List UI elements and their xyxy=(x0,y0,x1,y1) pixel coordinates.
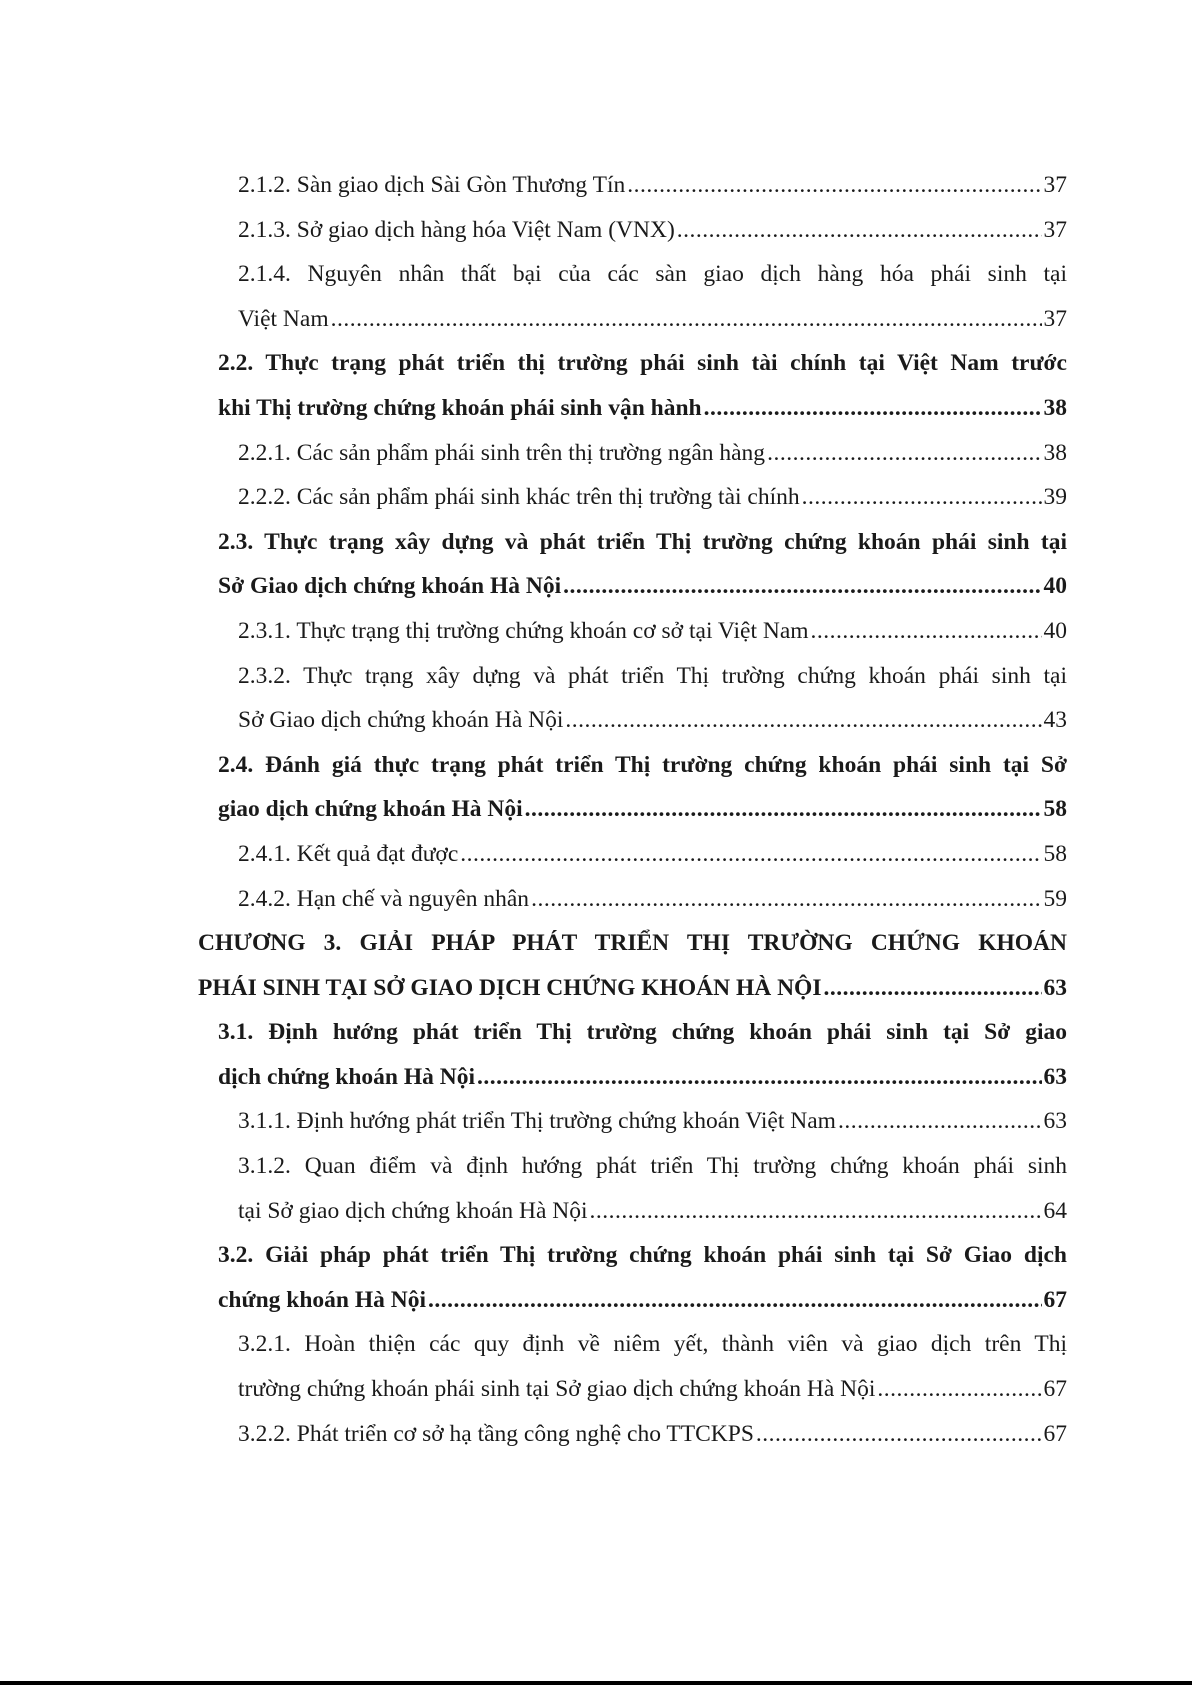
toc-entry[interactable] xyxy=(218,1233,1067,1322)
toc-entry[interactable] xyxy=(238,431,1067,476)
toc-page-number: 39 xyxy=(1043,484,1067,511)
toc-entry[interactable] xyxy=(238,654,1067,743)
dot-leader xyxy=(563,564,1041,609)
toc-entry-title: 3.2.2. Phát triển cơ sở hạ tầng công nghệ cho TTCKPS xyxy=(238,1420,754,1447)
toc-entry-text-line: 2.1.4. Nguyên nhân thất bại của các sàn giao dịch hàng hóa phái sinh tại xyxy=(238,261,1067,288)
toc-page-number: 40 xyxy=(1043,573,1067,600)
toc-entry-title: 2.2.1. Các sản phẩm phái sinh trên thị trường ngân hàng xyxy=(238,439,766,466)
toc-entry[interactable] xyxy=(238,1099,1067,1144)
toc-entry-title: Sở Giao dịch chứng khoán Hà Nội xyxy=(218,573,562,600)
toc-entry[interactable] xyxy=(238,252,1067,341)
toc-entry-title: Sở Giao dịch chứng khoán Hà Nội xyxy=(238,707,564,734)
toc-entry-title: 2.3.1. Thực trạng thị trường chứng khoán cơ sở tại Việt Nam xyxy=(238,617,809,644)
toc-page-number: 38 xyxy=(1043,394,1067,421)
toc-entry-title: trường chứng khoán phái sinh tại Sở giao dịch chứng khoán Hà Nội xyxy=(238,1376,876,1403)
toc-page-number: 63 xyxy=(1043,1063,1067,1090)
dot-leader xyxy=(838,1099,1042,1144)
toc-page-number: 37 xyxy=(1043,172,1067,198)
dot-leader xyxy=(460,832,1041,877)
toc-entry[interactable] xyxy=(198,921,1067,1010)
toc-entry[interactable] xyxy=(238,475,1067,520)
toc-entry-text-line: 3.1.2. Quan điểm và định hướng phát triển Thị trường chứng khoán phái sinh xyxy=(238,1153,1067,1180)
toc-page-number: 58 xyxy=(1043,796,1067,823)
dot-leader xyxy=(811,609,1042,654)
toc-entry-text-line: 2.3.2. Thực trạng xây dựng và phát triển Thị trường chứng khoán phái sinh tại xyxy=(238,662,1067,689)
toc-entry-title: Việt Nam xyxy=(238,305,329,332)
dot-leader xyxy=(802,475,1042,520)
toc-page-number: 38 xyxy=(1043,439,1067,466)
toc-entry-title: giao dịch chứng khoán Hà Nội xyxy=(218,796,523,823)
dot-leader xyxy=(877,1367,1041,1412)
toc-entry[interactable] xyxy=(238,163,1067,208)
toc-page-number: 64 xyxy=(1043,1197,1067,1224)
toc-entry-title: 3.1.1. Định hướng phát triển Thị trường chứng khoán Việt Nam xyxy=(238,1108,836,1135)
toc-entry[interactable] xyxy=(238,877,1067,922)
toc-entry-title: 2.4.1. Kết quả đạt được xyxy=(238,840,459,867)
toc-page-number: 63 xyxy=(1043,1108,1067,1135)
dot-leader xyxy=(590,1189,1042,1234)
toc-page-number: 67 xyxy=(1043,1376,1067,1403)
toc-entry[interactable] xyxy=(218,341,1067,430)
toc-entry[interactable] xyxy=(238,832,1067,877)
toc-entry-text-line: 2.4. Đánh giá thực trạng phát triển Thị trường chứng khoán phái sinh tại Sở xyxy=(218,751,1067,778)
dot-leader xyxy=(823,966,1041,1011)
toc-entry-title: 2.4.2. Hạn chế và nguyên nhân xyxy=(238,885,530,912)
dot-leader xyxy=(477,1055,1041,1100)
toc-page-number: 40 xyxy=(1043,617,1067,644)
toc-entry-text-line: 2.2. Thực trạng phát triển thị trường phái sinh tài chính tại Việt Nam trước xyxy=(218,350,1067,377)
dot-leader xyxy=(565,698,1041,743)
dot-leader xyxy=(428,1278,1041,1323)
toc-page-number: 67 xyxy=(1043,1286,1067,1313)
dot-leader xyxy=(677,208,1042,253)
dot-leader xyxy=(767,431,1041,476)
toc-entry-text-line: 3.1. Định hướng phát triển Thị trường chứng khoán phái sinh tại Sở giao xyxy=(218,1019,1067,1046)
toc-entry-title: 2.1.2. Sàn giao dịch Sài Gòn Thương Tín xyxy=(238,172,626,198)
toc-entry-title: tại Sở giao dịch chứng khoán Hà Nội xyxy=(238,1197,588,1224)
toc-entry-text-line: 2.3. Thực trạng xây dựng và phát triển Thị trường chứng khoán phái sinh tại xyxy=(218,528,1067,555)
toc-entry-title: dịch chứng khoán Hà Nội xyxy=(218,1063,476,1090)
toc-page-number: 63 xyxy=(1043,974,1067,1001)
toc-entry-title: PHÁI SINH TẠI SỞ GIAO DỊCH CHỨNG KHOÁN HÀ NỘI xyxy=(198,974,822,1001)
toc-entry[interactable] xyxy=(218,1010,1067,1099)
dot-leader xyxy=(704,386,1042,431)
table-of-contents xyxy=(0,163,1192,1456)
toc-entry[interactable] xyxy=(238,1144,1067,1233)
toc-entry-text-line: 3.2. Giải pháp phát triển Thị trường chứng khoán phái sinh tại Sở Giao dịch xyxy=(218,1242,1067,1269)
dot-leader xyxy=(525,787,1042,832)
dot-leader xyxy=(627,163,1041,208)
toc-entry-title: khi Thị trường chứng khoán phái sinh vận hành xyxy=(218,394,702,421)
toc-page-number: 58 xyxy=(1043,840,1067,867)
toc-entry-text-line: 3.2.1. Hoàn thiện các quy định về niêm yết, thành viên và giao dịch trên Thị xyxy=(238,1331,1067,1358)
toc-entry-title: 2.2.2. Các sản phẩm phái sinh khác trên thị trường tài chính xyxy=(238,484,800,511)
page-bottom-edge xyxy=(0,1681,1192,1685)
toc-page-number: 67 xyxy=(1043,1420,1067,1447)
toc-page-number: 59 xyxy=(1043,885,1067,912)
toc-entry[interactable] xyxy=(238,1322,1067,1411)
toc-entry-title: chứng khoán Hà Nội xyxy=(218,1286,427,1313)
toc-entry-title: 2.1.3. Sở giao dịch hàng hóa Việt Nam (VNX) xyxy=(238,216,675,243)
toc-entry[interactable] xyxy=(218,743,1067,832)
toc-entry-text-line: CHƯƠNG 3. GIẢI PHÁP PHÁT TRIỂN THỊ TRƯỜNG CHỨNG KHOÁN xyxy=(198,930,1067,957)
dot-leader xyxy=(756,1412,1042,1457)
toc-page-number: 37 xyxy=(1043,305,1067,332)
toc-entry[interactable] xyxy=(218,520,1067,609)
dot-leader xyxy=(331,297,1042,342)
toc-page-number: 37 xyxy=(1043,216,1067,243)
toc-entry[interactable] xyxy=(238,208,1067,253)
toc-entry[interactable] xyxy=(238,609,1067,654)
toc-page-number: 43 xyxy=(1043,707,1067,734)
dot-leader xyxy=(531,877,1041,922)
toc-entry[interactable] xyxy=(238,1412,1067,1457)
